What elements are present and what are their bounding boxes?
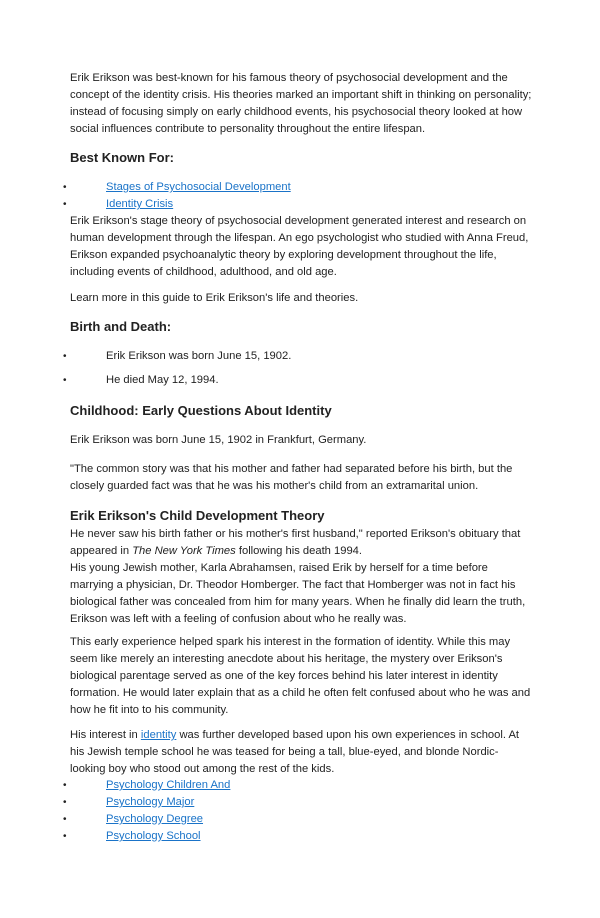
list-item <box>0 777 560 794</box>
stage-theory-paragraph: Erik Erikson's stage theory of psychosocial development generated interest and research on human development through the lifespan. An ego psychologist who studied with Anna Freud, Erikson expanded psychoanalytic theory by exploring development throughout the life, including events of childhood, adulthood, and old age. <box>70 215 529 278</box>
birth-death-heading: Birth and Death: <box>70 319 172 334</box>
link-identity-crisis[interactable]: Identity Crisis <box>106 198 174 210</box>
school-text-end: was further developed based upon his own experiences in school. At his Jewish temple school he was teased for being a tall, blue-eyed, and blonde Nordic-looking boy who stood out among the rest of the kids. <box>70 729 520 775</box>
link-psychology-degree[interactable]: Psychology Degree <box>106 813 204 825</box>
bullet-icon: • <box>63 199 67 210</box>
list-item <box>0 794 560 811</box>
bullet-icon: • <box>63 831 67 842</box>
link-psychology-major[interactable]: Psychology Major <box>106 796 195 808</box>
death-date-text: He died May 12, 1994. <box>106 374 219 386</box>
link-identity[interactable]: identity <box>140 729 177 741</box>
bullet-icon: • <box>63 797 67 808</box>
bullet-icon: • <box>63 351 67 362</box>
quote-paragraph: "The common story was that his mother and father had separated before his birth, but the closely guarded fact was that he was his mother's child from an extramarital union. <box>70 463 513 492</box>
school-text-start: His interest in <box>70 729 141 741</box>
born-paragraph: Erik Erikson was born June 15, 1902 in Frankfurt, Germany. <box>70 434 367 446</box>
obituary-text-end: following his death 1994. <box>235 545 363 557</box>
intro-paragraph: Erik Erikson was best-known for his famous theory of psychosocial development and the concept of the identity crisis. His theories marked an important shift in thinking on personality; instead of focusing simply on early childhood events, his psychosocial theory looked at how social influences contribute to personality throughout the entire lifespan. <box>70 72 532 135</box>
obituary-text-start: He never saw his birth father or his mother's first husband," reported Erikson's obituary that appeared in <box>70 528 521 557</box>
bullet-icon: • <box>63 375 67 386</box>
identity-formation-paragraph: This early experience helped spark his interest in the formation of identity. While this may seem like merely an interesting anecdote about his heritage, the mystery over Erikson's biological parentage served as one of the key forces behind his later interest in identity formation. He would later explain that as a child he often felt confused about who he was and how he fit into to his community. <box>70 636 531 716</box>
list-item <box>0 348 560 365</box>
mother-paragraph: His young Jewish mother, Karla Abrahamsen, raised Erik by herself for a time before marrying a physician, Dr. Theodor Homberger. The fact that Homberger was not in fact his biological father was concealed from him for many years. When he finally did learn the truth, Erikson was left with a feeling of confusion about who he really was. <box>70 562 526 625</box>
list-item <box>0 811 560 828</box>
list-item <box>0 828 560 845</box>
link-psychology-children[interactable]: Psychology Children And <box>106 779 231 791</box>
obituary-paragraph <box>70 526 532 560</box>
link-stages-psychosocial[interactable]: Stages of Psychosocial Development <box>106 181 291 193</box>
school-paragraph <box>70 727 532 778</box>
childhood-heading: Childhood: Early Questions About Identity <box>70 403 332 418</box>
list-item <box>0 196 560 213</box>
bullet-icon: • <box>63 182 67 193</box>
best-known-heading: Best Known For: <box>70 150 174 165</box>
bullet-icon: • <box>63 780 67 791</box>
list-item <box>0 179 560 196</box>
list-item <box>0 372 560 389</box>
bullet-icon: • <box>63 814 67 825</box>
guide-paragraph: Learn more in this guide to Erik Erikson's life and theories. <box>70 292 359 304</box>
theory-heading: Erik Erikson's Child Development Theory <box>70 508 325 523</box>
birth-date-text: Erik Erikson was born June 15, 1902. <box>106 350 292 362</box>
newspaper-title: The New York Times <box>132 545 236 557</box>
link-psychology-school[interactable]: Psychology School <box>106 830 201 842</box>
